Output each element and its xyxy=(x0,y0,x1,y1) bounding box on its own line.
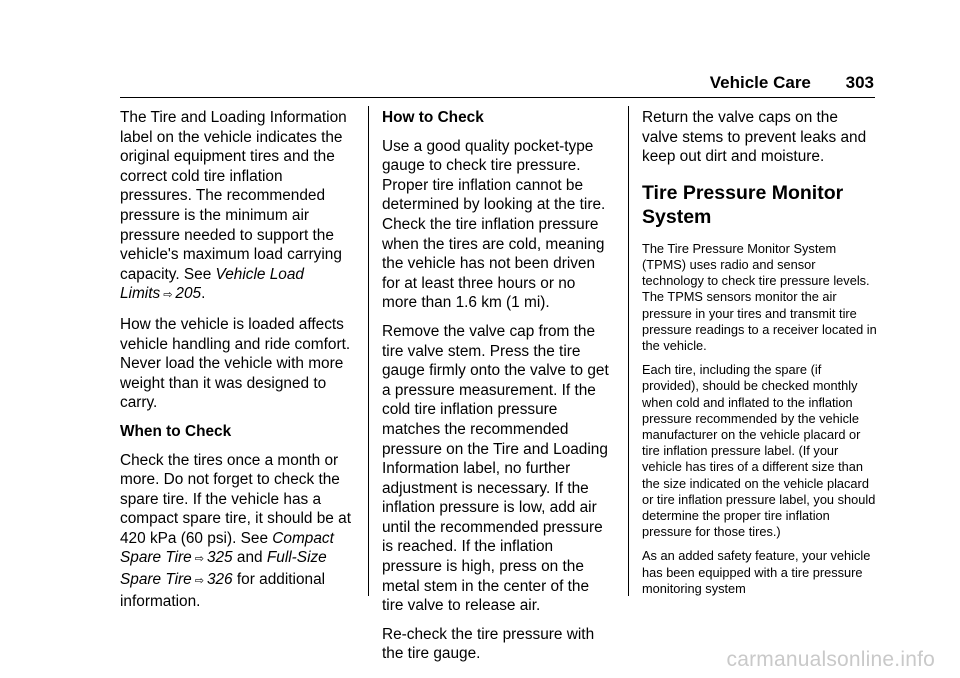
heading-when-to-check: When to Check xyxy=(120,422,232,440)
paragraph-loading: How the vehicle is loaded affects vehicle handling and ride comfort. Never load the vehicle with more weight than it was designed to carry. xyxy=(120,315,351,412)
header-rule xyxy=(120,97,875,98)
paragraph-valve-cap: Remove the valve cap from the tire valve stem. Press the tire gauge firmly onto the valve to get a pressure measurement. If the cold tire inflation pressure matches the recommended pressure on the Tire and Loading Information label, no further adjustment is necessary. If the inflation pressure is low, add air until the recommended pressure is reached. If the inflation pressure is high, press on the metal stem in the center of the tire valve to release air. xyxy=(382,322,609,615)
column-divider-2 xyxy=(628,106,629,596)
paragraph-tpms-intro: The Tire Pressure Monitor System (TPMS) uses radio and sensor technology to check tire pressure levels. The TPMS sensors monitor the air pressure in your tires and transmit tire pressure readings to a receiver located in the vehicle. xyxy=(642,240,877,353)
xref-full-size-spare-tire[interactable]: Full-Size Spare Tire ⇨ 326 xyxy=(120,549,327,589)
paragraph-return-caps: Return the valve caps on the valve stems to prevent leaks and keep out dirt and moisture. xyxy=(642,109,867,166)
paragraph-tpms-safety: As an added safety feature, your vehicle has been equipped with a tire pressure monitoring system xyxy=(642,548,871,596)
paragraph-when-to-check: Check the tires once a month or more. Do not forget to check the spare tire. If the vehicle has a compact spare tire, it should be at 420 kPa (60 psi). See Compact Spare Tire ⇨ 325 and Full-Size Spare Tire ⇨ 326 for additional information. xyxy=(120,451,351,610)
column-2 xyxy=(382,108,614,673)
xref-vehicle-load-limits[interactable]: Vehicle Load Limits ⇨ 205 xyxy=(120,265,304,303)
section-title: Vehicle Care xyxy=(709,73,811,92)
paragraph-recheck: Re-check the tire pressure with the tire gauge. xyxy=(382,625,595,663)
heading-how-to-check: How to Check xyxy=(382,109,484,126)
page-number: 303 xyxy=(845,73,874,92)
column-3 xyxy=(642,108,878,605)
heading-tpms: Tire Pressure Monitor System xyxy=(642,181,844,228)
xref-compact-spare-tire[interactable]: Compact Spare Tire ⇨ 325 xyxy=(120,529,334,567)
page-ref-arrow-icon: ⇨ xyxy=(194,575,204,588)
paragraph-how-to-check: Use a good quality pocket-type gauge to check tire pressure. Proper tire inflation cannot be determined by looking at the tire. Check the tire inflation pressure when the tires are cold, meaning the vehicle has not been driven for at least three hours or no more than 1.6 km (1 mi). xyxy=(382,137,606,312)
paragraph-label-intro: The Tire and Loading Information label on the vehicle indicates the original equipment tires and the correct cold tire inflation pressures. The recommended pressure is the minimum air pressure needed to support the vehicle's maximum load carrying capacity. See Vehicle Load Limits ⇨ 205. xyxy=(120,109,347,303)
page-ref-arrow-icon: ⇨ xyxy=(163,289,173,302)
page-header xyxy=(710,73,874,93)
paragraph-tpms-check: Each tire, including the spare (if provided), should be checked monthly when cold and inflated to the inflation pressure recommended by the vehicle manufacturer on the vehicle placard or tire inflation pressure label. (If your vehicle has tires of a different size than the size indicated on the vehicle placard or tire inflation pressure label, you should determine the proper tire inflation pressure for those tires.) xyxy=(642,362,876,540)
page-ref-arrow-icon: ⇨ xyxy=(194,553,204,566)
column-divider-1 xyxy=(368,106,369,596)
watermark: carmanualsonline.info xyxy=(726,648,935,671)
column-1 xyxy=(120,108,356,620)
